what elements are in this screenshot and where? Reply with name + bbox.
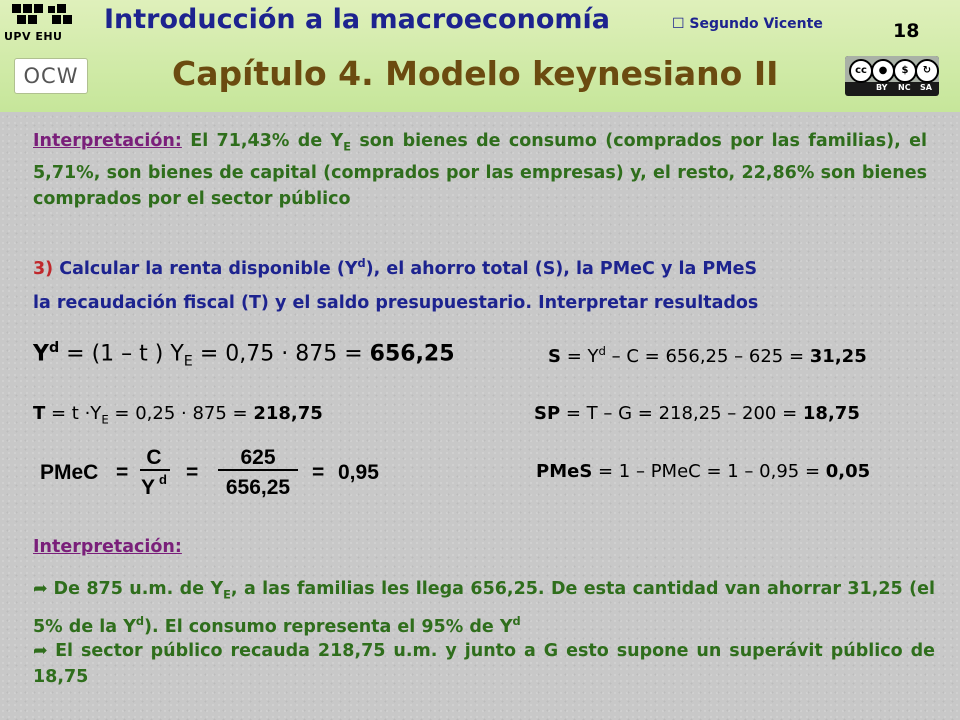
arrow-bullet-icon: ➦	[33, 579, 54, 599]
course-title: Introducción a la macroeconomía	[104, 4, 610, 35]
ocw-logo: OCW	[14, 58, 88, 94]
tax-revenue-equation: $T = t \cdot Y_E = 0,25 \cdot 875 = 218,75$	[33, 403, 323, 427]
budget-balance-equation: SP = T – G = 218,25 – 200 = 18,75	[534, 403, 860, 424]
pmec-denominator-1: Y	[140, 476, 156, 499]
interpretation-label: Interpretación:	[33, 131, 182, 151]
license-label-by: BY	[876, 83, 888, 92]
pmec-numerator-1: C	[146, 446, 162, 469]
question-3	[33, 246, 937, 320]
interpretation-bullet-1: ➦ De 875 u.m. de $Y_E$, a las familias les llega 656,25. De esta cantidad van ahorrar 31,25 (el 5% de la $Y^d$). El consumo representa el 95% de $Y^d$	[33, 579, 935, 637]
attribution-icon: ●	[871, 59, 895, 83]
interpretation-text: El 71,43% de Y	[181, 131, 344, 151]
interpretation-paragraph-1	[33, 128, 927, 212]
interpretation-text: son bienes de consumo (comprados por las familias), el 5,71%, son bienes de capital (comprados por las empresas) y, el resto, 22,86% son bienes comprados por el sector público	[33, 131, 927, 209]
interpretation-bullet-2: ➦ El sector público recauda 218,75 u.m. y junto a G esto supone un superávit público de 18,75	[33, 641, 935, 687]
savings-equation: $S = Y^d - C = 656,25 - 625 = 31,25$	[548, 344, 867, 367]
pmec-numerator-2: 625	[240, 446, 276, 469]
question-number: 3)	[33, 258, 54, 279]
equals-sign: =	[186, 461, 199, 484]
equals-sign: =	[312, 461, 325, 484]
equals-sign: =	[116, 461, 129, 484]
pmec-result: 0,95	[338, 461, 379, 484]
question-text: ), el ahorro total (S), la PMeC y la PMeS	[365, 258, 758, 279]
noncommercial-icon: $	[893, 59, 917, 83]
author-name: ☐ Segundo Vicente	[672, 16, 823, 32]
interpretation-label-2: Interpretación:	[33, 537, 182, 557]
upv-ehu-label: UPV EHU	[4, 30, 63, 43]
pmes-equation: PMeS = 1 – PMeC = 1 – 0,95 = 0,05	[536, 461, 871, 482]
arrow-bullet-icon: ➦	[33, 641, 56, 661]
pmec-label: PMeC	[40, 461, 99, 484]
pmec-denominator-1-sup: d	[159, 472, 167, 487]
superscript: d	[357, 256, 366, 270]
sharealike-icon: ↻	[915, 59, 939, 83]
slide-header	[0, 0, 960, 112]
question-text-line2: la recaudación fiscal (T) y el saldo presupuestario. Interpretar resultados	[33, 292, 759, 313]
question-text: Calcular la renta disponible (Y	[53, 258, 358, 279]
cc-icon: cc	[849, 59, 873, 83]
chapter-title: Capítulo 4. Modelo keynesiano II	[172, 54, 779, 93]
pmec-denominator-2: 656,25	[225, 476, 291, 499]
license-label-sa: SA	[920, 83, 932, 92]
subscript: E	[343, 139, 351, 154]
creative-commons-license-badge	[845, 56, 939, 96]
license-label-nc: NC	[898, 83, 911, 92]
disposable-income-equation: $Y^d = (1 - t$ ) $Y_E = 0,75 \cdot 875 = 656,25$	[33, 340, 455, 370]
slide-number: 18	[893, 20, 920, 42]
pmec-equation	[40, 440, 400, 500]
